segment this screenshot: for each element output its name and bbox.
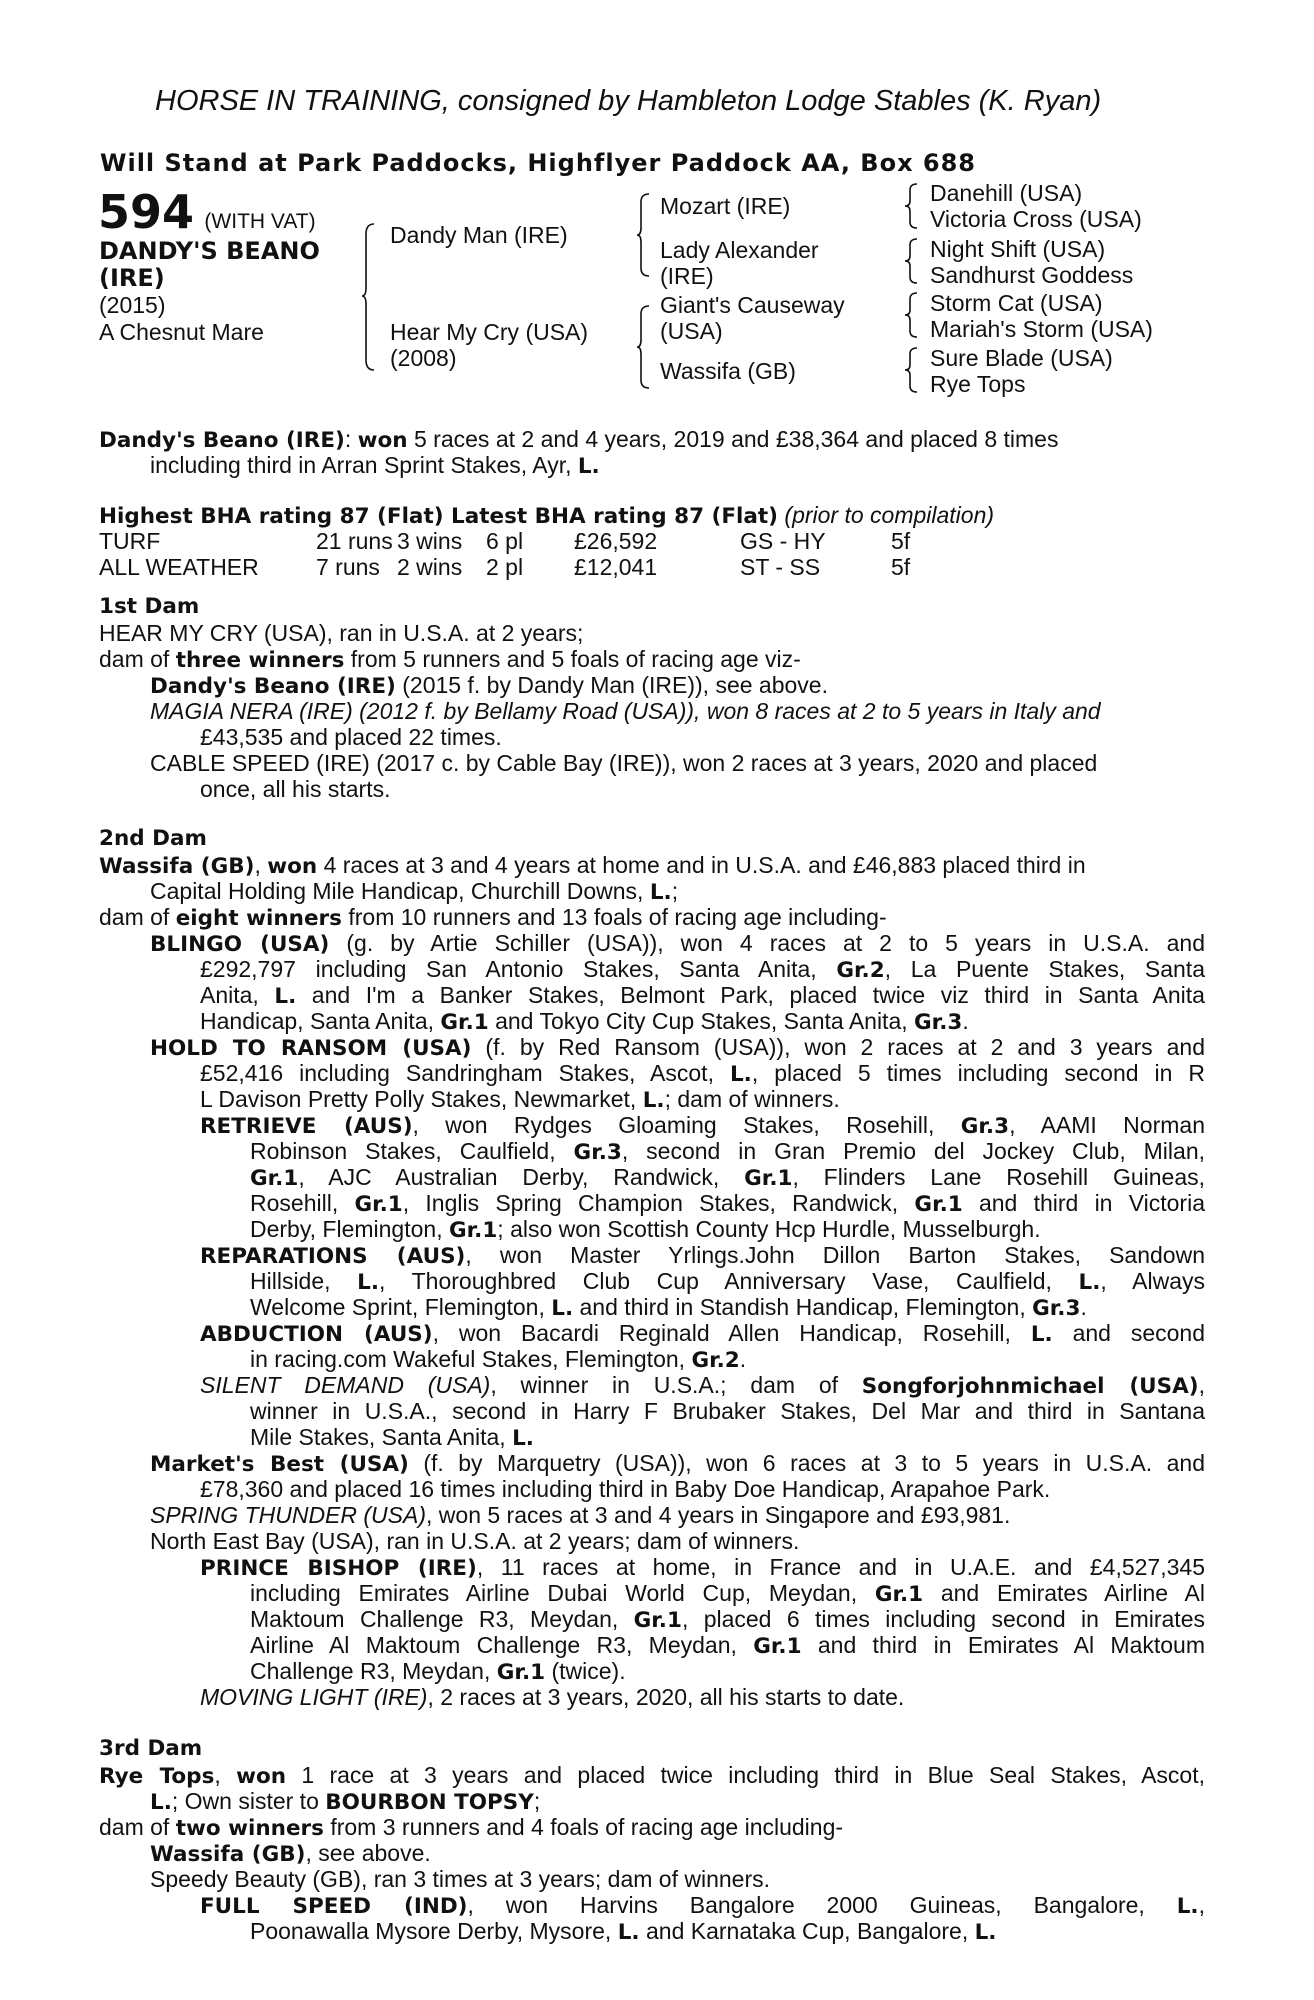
pedigree-sire-dam-country: (IRE) — [660, 263, 714, 289]
prince-bishop-line-3: Maktoum Challenge R3, Meydan, Gr.1, placed 6 times including second in Emirates — [250, 1606, 1205, 1633]
horse-description: A Chesnut Mare — [99, 319, 264, 345]
horse-country: (IRE) — [99, 264, 165, 292]
north-east-bay-line: North East Bay (USA), ran in U.S.A. at 2 years; dam of winners. — [150, 1528, 800, 1554]
third-dam-line-1: Rye Tops, won 1 race at 3 years and placed twice including third in Blue Seal Stakes, Ascot, — [99, 1762, 1205, 1789]
first-dam-offspring-2: MAGIA NERA (IRE) (2012 f. by Bellamy Road (USA)), won 8 races at 2 to 5 years in Italy and — [150, 698, 1101, 724]
pedigree-bracket-main — [362, 222, 382, 372]
reparations-line-1: REPARATIONS (AUS), won Master Yrlings.John Dillon Barton Stakes, Sandown — [200, 1242, 1205, 1269]
pedigree-sds: Night Shift (USA) — [930, 236, 1106, 262]
prince-bishop-line-1: PRINCE BISHOP (IRE), 11 races at home, in France and in U.A.E. and £4,527,345 — [200, 1554, 1205, 1581]
first-dam-line: HEAR MY CRY (USA), ran in U.S.A. at 2 years; — [99, 620, 584, 646]
prince-bishop-line-4: Airline Al Maktoum Challenge R3, Meydan, Gr.1 and third in Emirates Al Maktoum — [250, 1632, 1205, 1659]
pedigree-bracket-ss — [905, 182, 925, 230]
reparations-line-2: Hillside, L., Thoroughbred Club Cup Anniversary Vase, Caulfield, L., Always — [250, 1268, 1205, 1295]
lot-number: 594 — [98, 185, 195, 239]
abduction-line-1: ABDUCTION (AUS), won Bacardi Reginald Allen Handicap, Rosehill, L. and second — [200, 1320, 1205, 1347]
retrieve-line-2: Robinson Stakes, Caulfield, Gr.3, second in Gran Premio del Jockey Club, Milan, — [250, 1138, 1206, 1165]
spring-thunder-line: SPRING THUNDER (USA), won 5 races at 3 and 4 years in Singapore and £93,981. — [150, 1502, 1011, 1528]
silent-demand-line-1: SILENT DEMAND (USA), winner in U.S.A.; dam of Songforjohnmichael (USA), — [200, 1372, 1205, 1399]
third-dam-wassifa-line: Wassifa (GB), see above. — [150, 1840, 431, 1867]
foaling-year: (2015) — [99, 292, 166, 318]
first-dam-offspring-1: Dandy's Beano (IRE) (2015 f. by Dandy Man (IRE)), see above. — [150, 672, 828, 699]
pedigree-ddd: Rye Tops — [930, 371, 1026, 397]
third-dam-line-2: L.; Own sister to BOURBON TOPSY; — [150, 1788, 541, 1815]
pedigree-sire-dam: Lady Alexander — [660, 237, 819, 263]
second-dam-line-1: Wassifa (GB), won 4 races at 3 and 4 years at home and in U.S.A. and £46,883 placed third in — [99, 852, 1086, 879]
horse-name: DANDY'S BEANO — [99, 237, 320, 265]
pedigree-dam-sire-country: (USA) — [660, 318, 723, 344]
pedigree-sire-sire: Mozart (IRE) — [660, 193, 791, 219]
pedigree-sdd: Sandhurst Goddess — [930, 262, 1134, 288]
retrieve-line-3: Gr.1, AJC Australian Derby, Randwick, Gr.1, Flinders Lane Rosehill Guineas, — [250, 1164, 1205, 1191]
blingo-line-2: £292,797 including San Antonio Stakes, Santa Anita, Gr.2, La Puente Stakes, Santa — [200, 956, 1205, 983]
pedigree-bracket-sire — [637, 192, 657, 278]
pedigree-dss: Storm Cat (USA) — [930, 290, 1103, 316]
first-dam-produce-line: dam of three winners from 5 runners and 5 foals of racing age viz- — [99, 646, 801, 673]
third-dam-heading: 3rd Dam — [99, 1736, 203, 1761]
blingo-line-3: Anita, L. and I'm a Banker Stakes, Belmont Park, placed twice viz third in Santa Anita — [200, 982, 1205, 1009]
page-header: HORSE IN TRAINING, consigned by Hambleton Lodge Stables (K. Ryan) — [155, 85, 1102, 117]
first-dam-offspring-3-cont: once, all his starts. — [200, 776, 391, 802]
pedigree-bracket-sd — [905, 237, 925, 285]
second-dam-line-2: Capital Holding Mile Handicap, Churchill Downs, L.; — [150, 878, 679, 905]
pedigree-ssd: Victoria Cross (USA) — [930, 206, 1142, 232]
first-dam-offspring-3: CABLE SPEED (IRE) (2017 c. by Cable Bay (IRE)), won 2 races at 3 years, 2020 and placed — [150, 750, 1098, 776]
race-summary-line-1: Dandy's Beano (IRE): won 5 races at 2 and 4 years, 2019 and £38,364 and placed 8 times — [99, 426, 1059, 453]
markets-best-line-2: £78,360 and placed 16 times including third in Baby Doe Handicap, Arapahoe Park. — [200, 1476, 1051, 1502]
pedigree-bracket-dam — [637, 304, 657, 390]
prince-bishop-line-2: including Emirates Airline Dubai World Cup, Meydan, Gr.1 and Emirates Airline Al — [250, 1580, 1205, 1607]
stand-location: Will Stand at Park Paddocks, Highflyer Paddock AA, Box 688 — [100, 149, 977, 177]
pedigree-sire: Dandy Man (IRE) — [390, 222, 568, 248]
retrieve-line-1: RETRIEVE (AUS), won Rydges Gloaming Stakes, Rosehill, Gr.3, AAMI Norman — [200, 1112, 1205, 1139]
bha-rating-heading: Highest BHA rating 87 (Flat) Latest BHA rating 87 (Flat) (prior to compilation) — [99, 502, 995, 529]
first-dam-offspring-2-cont: £43,535 and placed 22 times. — [200, 724, 502, 750]
moving-light-line: MOVING LIGHT (IRE), 2 races at 3 years, 2020, all his starts to date. — [200, 1684, 905, 1710]
markets-best-line-1: Market's Best (USA) (f. by Marquetry (USA)), won 6 races at 3 to 5 years in U.S.A. and — [150, 1450, 1205, 1477]
hold-to-ransom-line-3: L Davison Pretty Polly Stakes, Newmarket, L.; dam of winners. — [200, 1086, 840, 1113]
pedigree-dam-dam: Wassifa (GB) — [660, 358, 796, 384]
silent-demand-line-3: Mile Stakes, Santa Anita, L. — [250, 1424, 534, 1451]
catalogue-page: HORSE IN TRAINING, consigned by Hambleton Lodge Stables (K. Ryan) Will Stand at Park Paddocks, Highflyer Paddock AA, Box 688 594 (WITH VAT) DANDY'S BEANO (IRE) (2015) A Chesnut Mare Dandy Man (IRE) Hear My Cry (USA) (2008) Mozart (IRE) Lady Alexander (IRE) Giant's Causeway (USA) Wassifa (GB) Danehill (USA) Victoria Cross (USA) Night Shift (USA) Sandhurst Goddess Storm Cat (USA) Mariah's Storm (USA) Sure Blade (USA) Rye Tops Dandy's Beano (IRE): won 5 races at 2 and 4 years, 2019 and £38,364 and placed 8 times including third in Arran Sprint Stakes, Ayr, L. Highest BHA rating 87 (Flat) Latest BHA rating 87 (Flat) (prior to compilation) TURF 21 runs 3 wins 6 pl £26,592 GS - HY 5f ALL WEATHER 7 runs 2 wins 2 pl £12,041 ST - SS 5f 1st Dam HEAR MY CRY (USA), ran in U.S.A. at 2 years; dam of three winners from 5 runners and 5 foals of racing age viz- Dandy's Beano (IRE) (2015 f. by Dandy Man (IRE)), see above. MAGIA NERA (IRE) (2012 f. by Bellamy Road (USA)), won 8 races at 2 to 5 years in Italy and £43,535 and placed 22 times. CABLE SPEED (IRE) (2017 c. by Cable Bay (IRE)), won 2 races at 3 years, 2020 and placed once, all his starts. 2nd Dam Wassifa (GB), won 4 races at 3 and 4 years at home and in U.S.A. and £46,883 placed third in Capital Holding Mile Handicap, Churchill Downs, L.; dam of eight winners from 10 runners and 13 foals of racing age including- BLINGO (USA) (g. by Artie Schiller (USA)), won 4 races at 2 to 5 years in U.S.A. and £292,797 including San Antonio Stakes, Santa Anita, Gr.2, La Puente Stakes, Santa Anita, L. and I'm a Banker Stakes, Belmont Park, placed twice viz third in Santa Anita Handicap, Santa Anita, Gr.1 and Tokyo City Cup Stakes, Santa Anita, Gr.3. HOLD TO RANSOM (USA) (f. by Red Ransom (USA)), won 2 races at 2 and 3 years and £52,416 including Sandringham Stakes, Ascot, L., placed 5 times including second in R L Davison Pretty Polly Stakes, Newmarket, L.; dam of winners. RETRIEVE (AUS), won Rydges Gloaming Stakes, Rosehill, Gr.3, AAMI Norman Robinson Stakes, Caulfield, Gr.3, second in Gran Premio del Jockey Club, Milan, Gr.1, AJC Australian Derby, Randwick, Gr.1, Flinders Lane Rosehill Guineas, Rosehill, Gr.1, Inglis Spring Champion Stakes, Randwick, Gr.1 and third in Victoria Derby, Flemington, Gr.1; also won Scottish County Hcp Hurdle, Musselburgh. REPARATIONS (AUS), won Master Yrlings.John Dillon Barton Stakes, Sandown Hillside, L., Thoroughbred Club Cup Anniversary Vase, Caulfield, L., Always Welcome Sprint, Flemington, L. and third in Standish Handicap, Flemington, Gr.3. ABDUCTION (AUS), won Bacardi Reginald Allen Handicap, Rosehill, L. and second in racing.com Wakeful Stakes, Flemington, Gr.2. SILENT DEMAND (USA), winner in U.S.A.; dam of Songforjohnmichael (USA), winner in U.S.A., second in Harry F Brubaker Stakes, Del Mar and third in Santana Mile Stakes, Santa Anita, L. Market's Best (USA) (f. by Marquetry (USA)), won 6 races at 3 to 5 years in U.S.A. and £78,360 and placed 16 times including third in Baby Doe Handicap, Arapahoe Park. SPRING THUNDER (USA), won 5 races at 3 and 4 years in Singapore and £93,981. North East Bay (USA), ran in U.S.A. at 2 years; dam of winners. PRINCE BISHOP (IRE), 11 races at home, in France and in U.A.E. and £4,527,345 including Emirates Airline Dubai World Cup, Meydan, Gr.1 and Emirates Airline Al Maktoum Challenge R3, Meydan, Gr.1, placed 6 times including second in Emirates Airline Al Maktoum Challenge R3, Meydan, Gr.1 and third in Emirates Al Maktoum Challenge R3, Meydan, Gr.1 (twice). MOVING LIGHT (IRE), 2 races at 3 years, 2020, all his starts to date. 3rd Dam Rye Tops, won 1 race at 3 years and placed twice including third in Blue Seal Stakes, Ascot, L.; Own sister to BOURBON TOPSY; dam of two winners from 3 runners and 4 foals of racing age including- Wassifa (GB), see above. Speedy Beauty (GB), ran 3 times at 3 years; dam of winners. FULL SPEED (IND), won Harvins Bangalore 2000 Guineas, Bangalore, L., Poonawalla Mysore Derby, Mysore, L. and Karnataka Cup, Bangalore, L. — [98, 85, 1206, 1945]
second-dam-heading: 2nd Dam — [99, 826, 207, 851]
abduction-line-2: in racing.com Wakeful Stakes, Flemington, Gr.2. — [250, 1346, 747, 1373]
third-dam-produce-line: dam of two winners from 3 runners and 4 foals of racing age including- — [99, 1814, 844, 1841]
pedigree-dam-sire: Giant's Causeway — [660, 292, 845, 318]
retrieve-line-4: Rosehill, Gr.1, Inglis Spring Champion Stakes, Randwick, Gr.1 and third in Victoria — [250, 1190, 1205, 1217]
first-dam-heading: 1st Dam — [99, 594, 200, 619]
hold-to-ransom-line-2: £52,416 including Sandringham Stakes, Ascot, L., placed 5 times including second in R — [200, 1060, 1205, 1087]
race-summary-line-2: including third in Arran Sprint Stakes, Ayr, L. — [150, 452, 600, 479]
full-speed-line-2: Poonawalla Mysore Derby, Mysore, L. and Karnataka Cup, Bangalore, L. — [250, 1918, 997, 1945]
pedigree-bracket-ds — [905, 291, 925, 339]
pedigree-sss: Danehill (USA) — [930, 180, 1083, 206]
vat-note: (WITH VAT) — [204, 210, 316, 233]
speedy-beauty-line: Speedy Beauty (GB), ran 3 times at 3 years; dam of winners. — [150, 1866, 771, 1892]
pedigree-dam-year: (2008) — [390, 345, 457, 371]
pedigree-bracket-dd — [905, 346, 925, 394]
second-dam-produce-line: dam of eight winners from 10 runners and 13 foals of racing age including- — [99, 904, 887, 931]
blingo-line-1: BLINGO (USA) (g. by Artie Schiller (USA)), won 4 races at 2 to 5 years in U.S.A. and — [150, 930, 1205, 957]
hold-to-ransom-line-1: HOLD TO RANSOM (USA) (f. by Red Ransom (USA)), won 2 races at 2 and 3 years and — [150, 1034, 1206, 1061]
prince-bishop-line-5: Challenge R3, Meydan, Gr.1 (twice). — [250, 1658, 626, 1685]
full-speed-line-1: FULL SPEED (IND), won Harvins Bangalore 2000 Guineas, Bangalore, L., — [200, 1892, 1205, 1919]
blingo-line-4: Handicap, Santa Anita, Gr.1 and Tokyo City Cup Stakes, Santa Anita, Gr.3. — [200, 1008, 969, 1035]
pedigree-dam: Hear My Cry (USA) — [390, 319, 589, 345]
pedigree-dsd: Mariah's Storm (USA) — [930, 316, 1153, 342]
pedigree-dds: Sure Blade (USA) — [930, 345, 1113, 371]
reparations-line-3: Welcome Sprint, Flemington, L. and third in Standish Handicap, Flemington, Gr.3. — [250, 1294, 1087, 1321]
retrieve-line-5: Derby, Flemington, Gr.1; also won Scottish County Hcp Hurdle, Musselburgh. — [250, 1216, 1041, 1243]
silent-demand-line-2: winner in U.S.A., second in Harry F Brubaker Stakes, Del Mar and third in Santana — [250, 1398, 1205, 1424]
